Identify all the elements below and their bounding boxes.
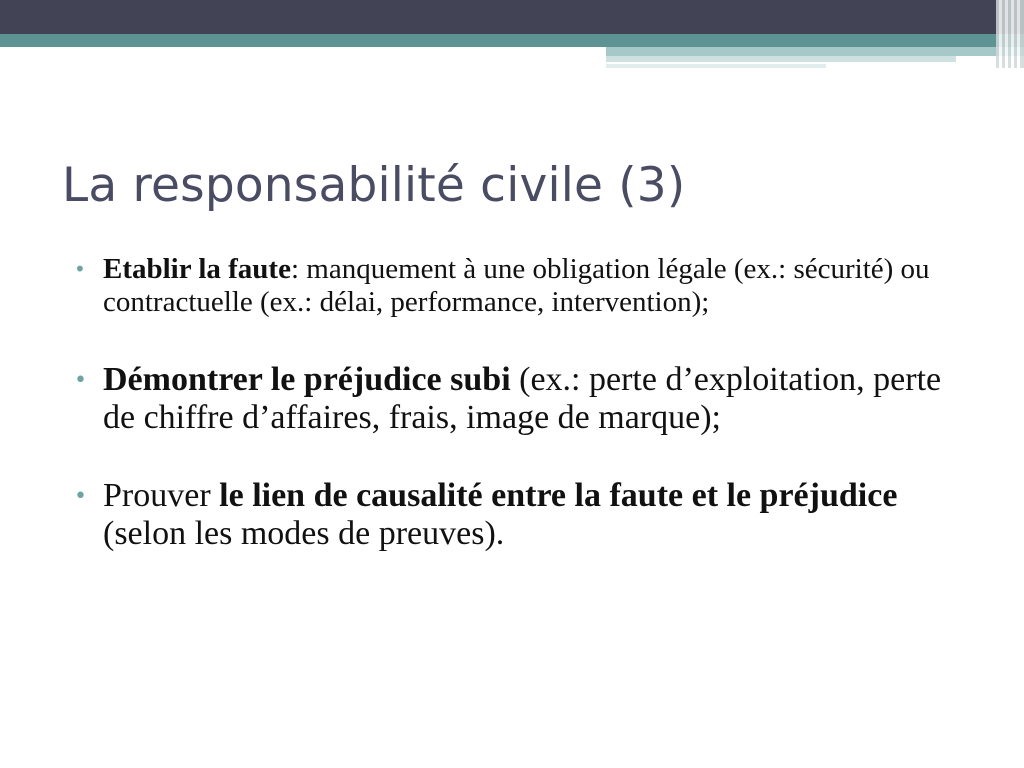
bullet-item — [72, 361, 972, 437]
bullet-icon: • — [74, 257, 86, 281]
bullet-item — [72, 477, 972, 553]
bullet-bold-text: Démontrer le préjudice subi — [103, 361, 511, 398]
bullet-icon: • — [74, 368, 87, 393]
bullet-item — [72, 253, 972, 319]
bullet-bold-text: le lien de causalité entre la faute et le préjudice — [219, 477, 898, 514]
bullet-text: (selon les modes de preuves). — [103, 515, 505, 552]
bullet-text: (ex.: perte d’exploitation, perte de chiffre d’affaires, frais, image de marque); — [103, 361, 942, 436]
header-band-light — [606, 64, 826, 68]
bullet-bold-text: Etablir la faute — [103, 253, 291, 285]
bullet-list — [72, 253, 972, 553]
header-band-light — [606, 47, 1024, 56]
slide-title: La responsabilité civile (3) — [62, 158, 686, 213]
header-band-dark — [0, 0, 1024, 34]
header-band-light — [606, 56, 956, 62]
header-stripes — [996, 0, 1024, 68]
bullet-icon: • — [74, 484, 87, 509]
bullet-lead-text: Prouver — [103, 477, 220, 514]
header-band-teal — [0, 34, 1024, 47]
bullet-text: : manquement à une obligation légale (ex.: sécurité) ou contractuelle (ex.: délai, performance, intervention); — [103, 253, 930, 318]
